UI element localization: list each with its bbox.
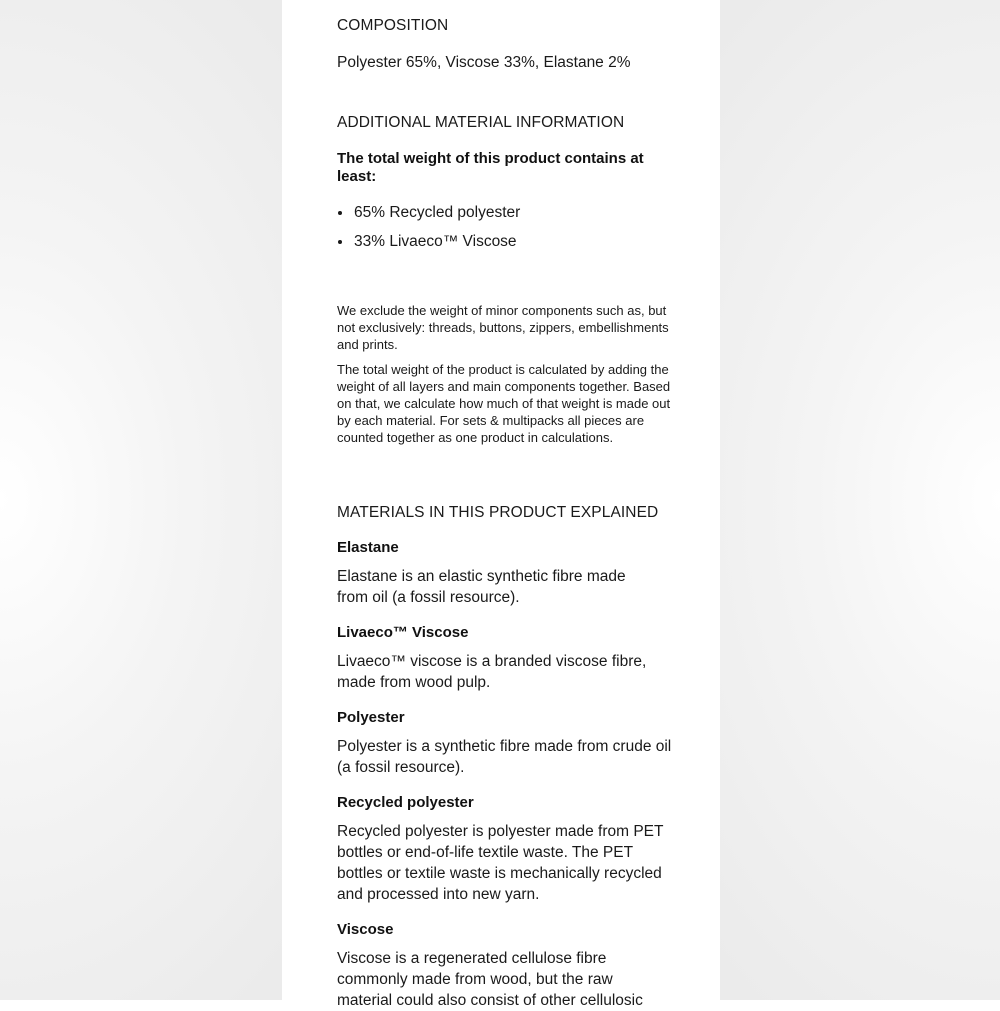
list-item	[337, 231, 520, 260]
list-item-label: 65% Recycled polyester	[354, 204, 521, 221]
material-description-recycled-polyester: Recycled polyester is polyester made from PET bottles or end-of-life textile waste. The PET bottles or textile waste is mechanically recycled and processed into new yarn.	[337, 823, 664, 903]
bullet-icon	[338, 240, 342, 244]
list-item	[337, 202, 520, 231]
material-description-livaeco-viscose: Livaeco™ viscose is a branded viscose fibre, made from wood pulp.	[337, 653, 647, 691]
list-item-label: 33% Livaeco™ Viscose	[354, 233, 517, 250]
material-name-elastane: Elastane	[337, 539, 399, 556]
additional-info-heading: ADDITIONAL MATERIAL INFORMATION	[337, 114, 625, 131]
material-description-elastane: Elastane is an elastic synthetic fibre made from oil (a fossil resource).	[337, 568, 626, 606]
materials-heading: MATERIALS IN THIS PRODUCT EXPLAINED	[337, 504, 659, 521]
material-description-polyester: Polyester is a synthetic fibre made from crude oil (a fossil resource).	[337, 738, 672, 776]
calculation-note: The total weight of the product is calculated by adding the weight of all layers and main components together. Based on that, we calculate how much of that weight is made out by each material. For sets & multipacks all pieces are counted together as one product in calculations.	[337, 362, 671, 445]
product-info-panel[interactable]	[282, 0, 720, 1009]
material-name-viscose: Viscose	[337, 921, 394, 938]
material-name-livaeco-viscose: Livaeco™ Viscose	[337, 624, 469, 641]
background-left	[0, 0, 282, 1000]
weight-title: The total weight of this product contains at least:	[337, 150, 644, 185]
recycled-content-list	[337, 202, 520, 260]
material-name-recycled-polyester: Recycled polyester	[337, 794, 474, 811]
background-right	[720, 0, 1000, 1000]
material-description-viscose: Viscose is a regenerated cellulose fibre commonly made from wood, but the raw material could also consist of other cellulosic	[337, 950, 643, 1009]
exclusion-note: We exclude the weight of minor components such as, but not exclusively: threads, buttons, zippers, embellishments and prints.	[337, 303, 669, 352]
composition-text: Polyester 65%, Viscose 33%, Elastane 2%	[337, 54, 631, 71]
bullet-icon	[338, 211, 342, 215]
composition-heading: COMPOSITION	[337, 17, 449, 34]
material-name-polyester: Polyester	[337, 709, 405, 726]
